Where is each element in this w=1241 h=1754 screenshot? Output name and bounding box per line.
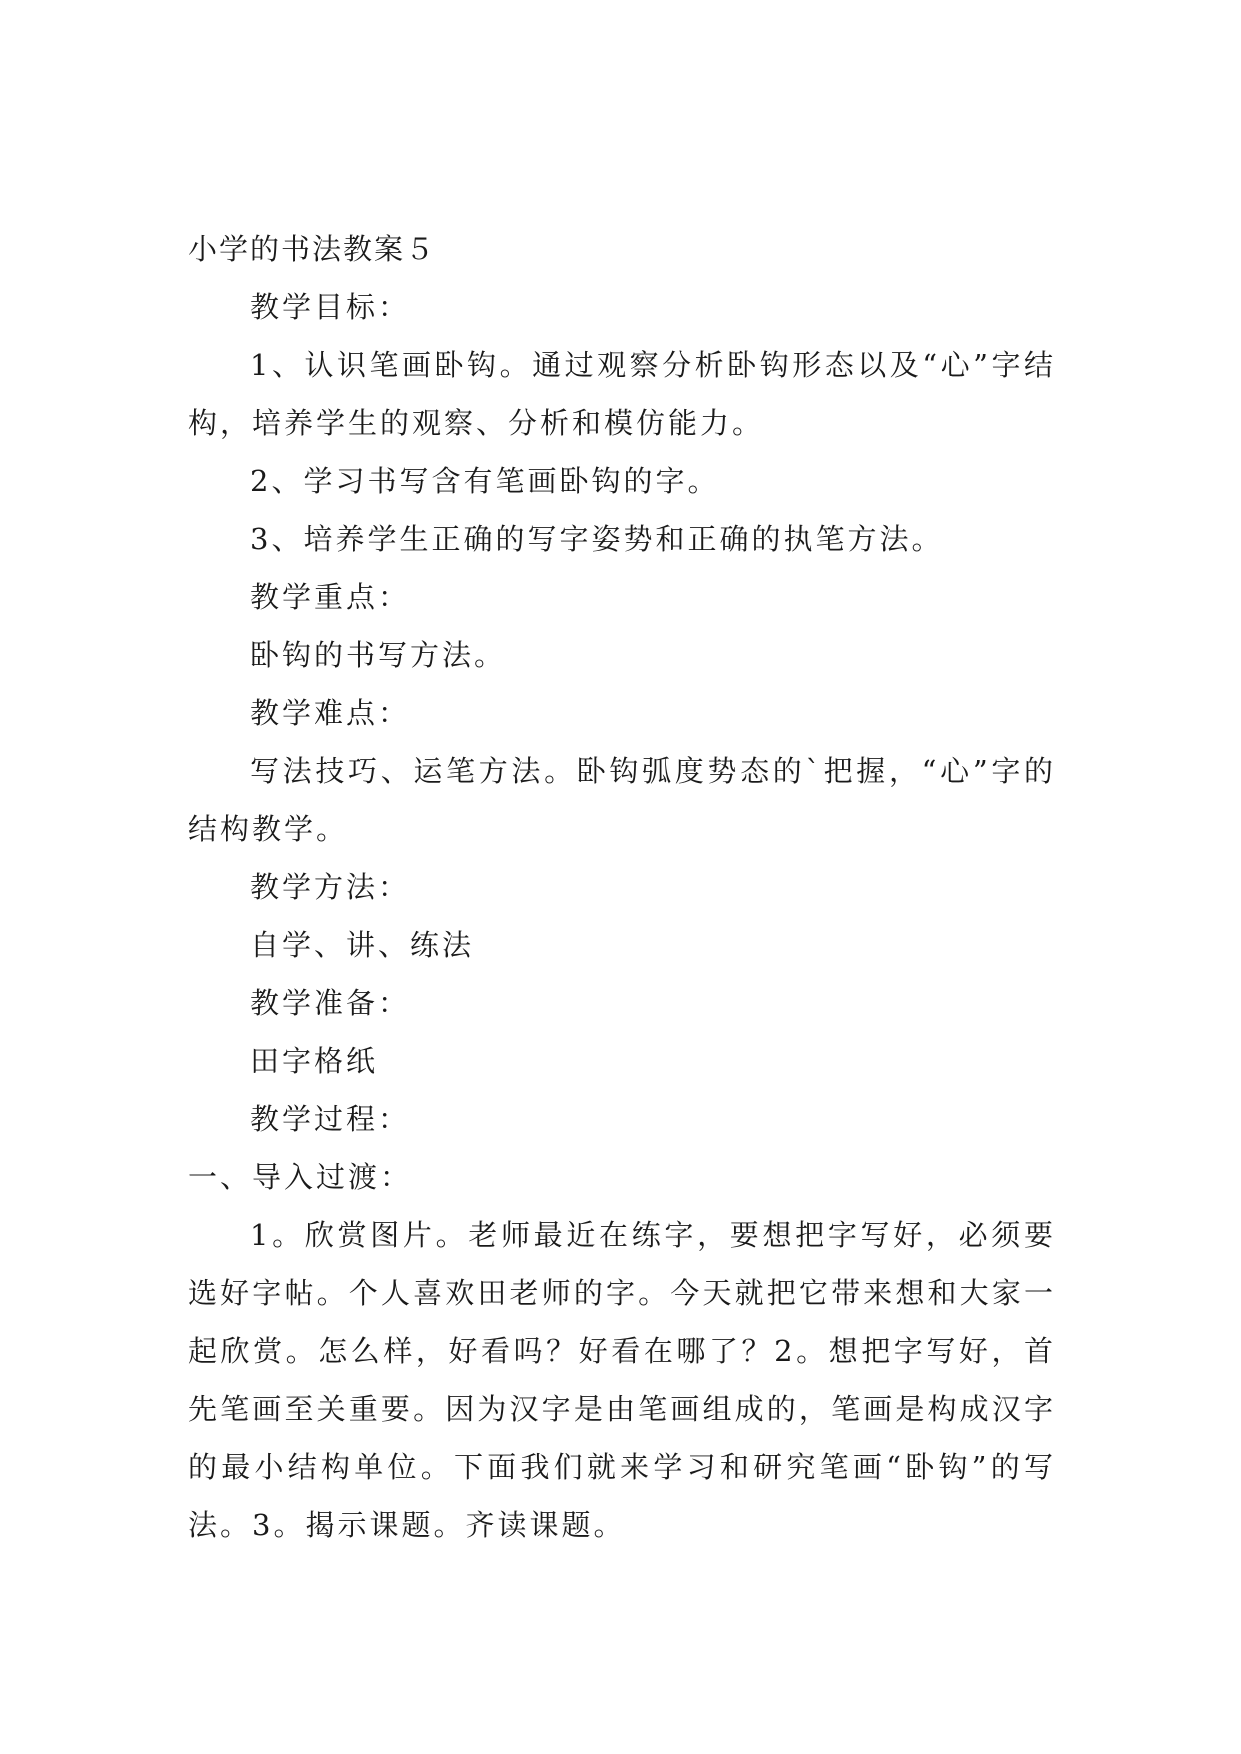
heading-key-points: 教学重点： bbox=[250, 580, 411, 614]
document-title: 小学的书法教案５ bbox=[188, 232, 437, 266]
preparation-text: 田字格纸 bbox=[250, 1044, 379, 1078]
methods-text: 自学、讲、练法 bbox=[250, 928, 475, 962]
heading-process: 教学过程： bbox=[250, 1102, 411, 1136]
heading-objectives: 教学目标： bbox=[250, 290, 411, 324]
section-intro-heading: 一、导入过渡： bbox=[188, 1160, 413, 1194]
heading-preparation: 教学准备： bbox=[250, 986, 411, 1020]
heading-difficulties: 教学难点： bbox=[250, 696, 411, 730]
key-points-text: 卧钩的书写方法。 bbox=[250, 638, 507, 672]
objective-3: 3、培养学生正确的写字姿势和正确的执笔方法。 bbox=[250, 522, 944, 556]
difficulties-text: 写法技巧、运笔方法。卧钩弧度势态的`把握，“心”字的结构教学。 bbox=[188, 754, 1056, 846]
document-body bbox=[188, 220, 1056, 1554]
objective-2: 2、学习书写含有笔画卧钩的字。 bbox=[250, 464, 720, 498]
section-intro-text: 1。欣赏图片。老师最近在练字，要想把字写好，必须要选好字帖。个人喜欢田老师的字。今天就把它带来想和大家一起欣赏。怎么样，好看吗？好看在哪了？2。想把字写好，首先笔画至关重要。因为汉字是由笔画组成的，笔画是构成汉字的最小结构单位。下面我们就来学习和研究笔画“卧钩”的写法。3。揭示课题。齐读课题。 bbox=[188, 1218, 1056, 1542]
heading-methods: 教学方法： bbox=[250, 870, 411, 904]
objective-1: 1、认识笔画卧钩。通过观察分析卧钩形态以及“心”字结构，培养学生的观察、分析和模仿能力。 bbox=[188, 348, 1056, 440]
